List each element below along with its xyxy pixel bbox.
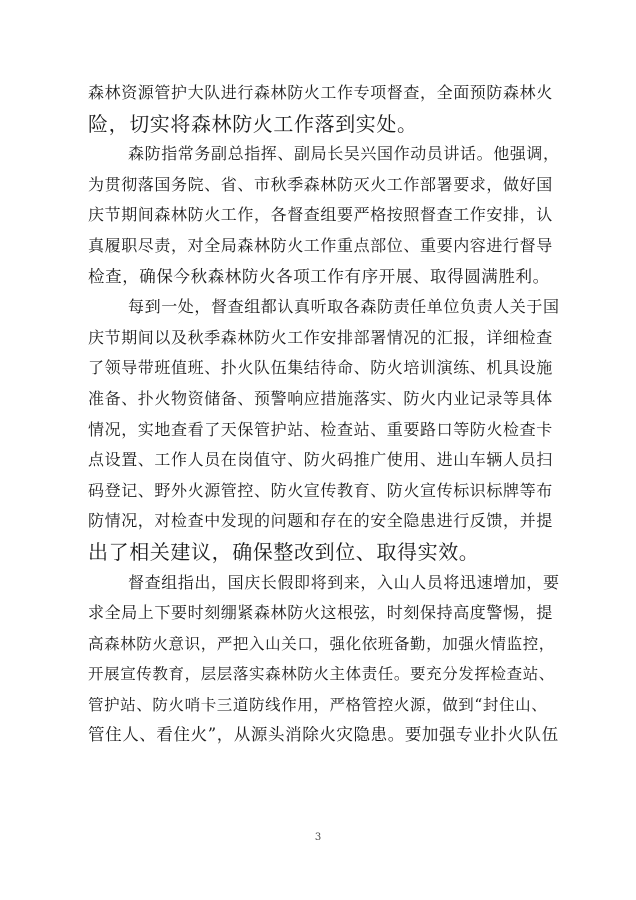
text-line: 险，切实将森林防火工作落到实处。 (88, 111, 418, 136)
text-line: 准备、扑火物资储备、预警响应措施落实、防火内业记录等具体 (88, 388, 553, 408)
text-line: 开展宣传教育，层层落实森林防火主体责任。要充分发挥检查站、 (88, 665, 555, 684)
page-number: 3 (314, 832, 322, 843)
paragraph-1 (88, 78, 560, 139)
paragraph-3 (88, 292, 560, 567)
text-line: 防情况，对检查中发现的问题和存在的安全隐患进行反馈，并提 (88, 511, 553, 531)
paragraph-4 (88, 568, 560, 752)
text-line: 森林资源管护大队进行森林防火工作专项督查，全面预防森林火 (88, 83, 553, 102)
text-line: 管住人、看住火”，从源头消除火灾隐患。要加强专业扑火队伍 (88, 725, 559, 745)
text-line: 了领导带班值班、扑火队伍集结待命、防火培训演练、机具设施 (88, 358, 553, 378)
text-line: 庆节期间以及秋季森林防火工作安排部署情况的汇报，详细检查 (88, 327, 553, 347)
text-line: 出了相关建议，确保整改到位、取得实效。 (88, 539, 480, 564)
text-line: 码登记、野外火源管控、防火宣传教育、防火宣传标识标牌等布 (88, 480, 553, 500)
text-line: 为贯彻落国务院、省、市秋季森林防灭火工作部署要求，做好国 (88, 174, 553, 194)
document-body (88, 78, 560, 751)
text-line: 情况，实地查看了天保管护站、检查站、重要路口等防火检查卡 (88, 419, 553, 439)
text-line: 检查，确保今秋森林防火各项工作有序开展、取得圆满胜利。 (88, 266, 550, 286)
text-line: 点设置、工作人员在岗值守、防火码推广使用、进山车辆人员扫 (88, 450, 553, 470)
text-line: 求全局上下要时刻绷紧森林防火这根弦，时刻保持高度警惕，提 (88, 603, 553, 623)
text-line: 督查组指出，国庆长假即将到来，入山人员将迅速增加，要 (128, 572, 560, 592)
text-line: 真履职尽责，对全局森林防火工作重点部位、重要内容进行督导 (88, 235, 553, 255)
text-line: 庆节期间森林防火工作，各督查组要严格按照督查工作安排，认 (88, 205, 553, 225)
text-line: 高森林防火意识，严把入山关口，强化依班备勤，加强火情监控， (88, 634, 555, 653)
text-line: 森防指常务副总指挥、副局长吴兴国作动员讲话。他强调， (128, 144, 560, 164)
paragraph-2 (88, 139, 560, 292)
text-line: 每到一处，督查组都认真听取各森防责任单位负责人关于国 (128, 297, 560, 317)
text-line: 管护站、防火哨卡三道防线作用，严格管控火源，做到“封住山、 (88, 695, 548, 714)
